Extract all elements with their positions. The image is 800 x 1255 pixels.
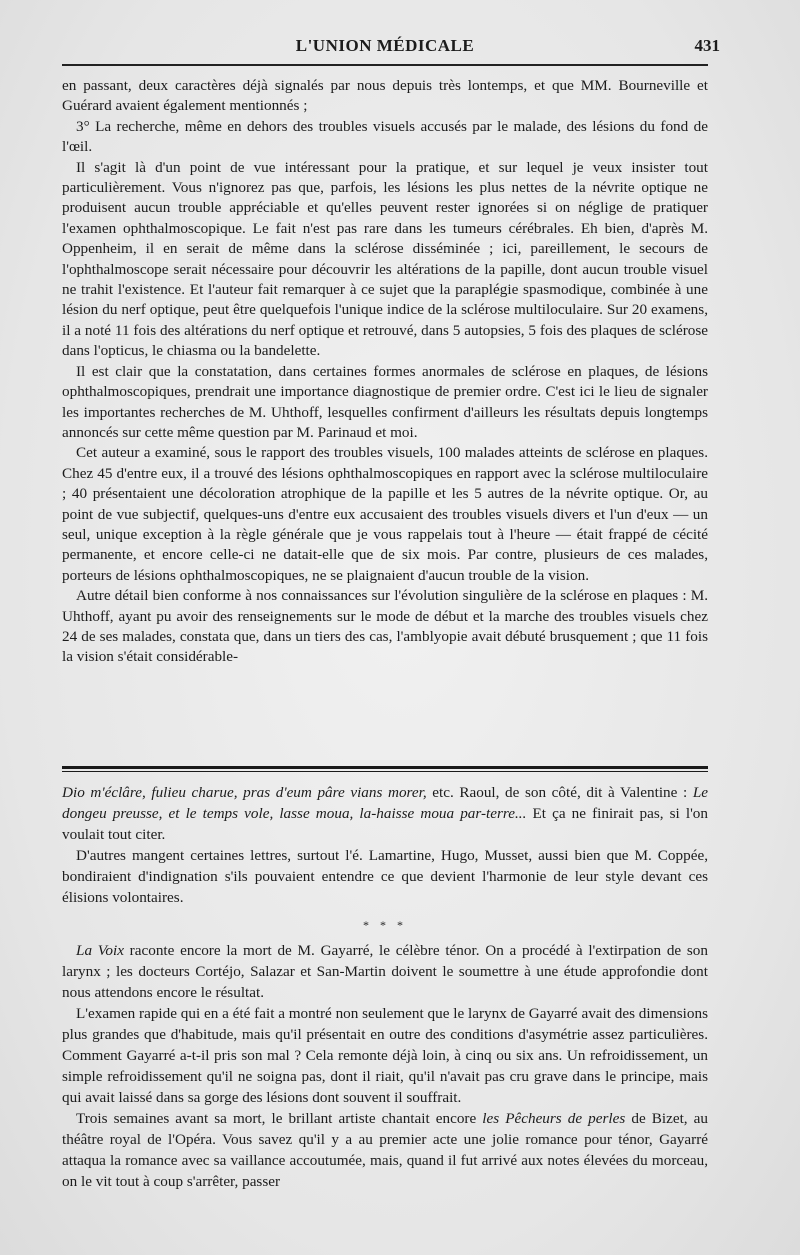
text-segment: de Bizet, au théâtre royal de l'Opéra. Vous savez qu'il y a au premier acte une jolie romance pour ténor, Gayarré attaqua la romance avec sa vaillance accoutumée, mais, quand il fut arrivé aux notes élevées du morceau, on le vit tout à coup s'arrêter, passer (62, 1110, 708, 1190)
text-segment: Et ça ne finirait pas, si l'on voulait tout citer. (62, 805, 708, 843)
page-header (62, 34, 720, 62)
opera-title-italic: les Pêcheurs de perles (482, 1110, 626, 1127)
divider-thick-rule (62, 766, 708, 769)
paragraph-5: Cet auteur a examiné, sous le rapport des troubles visuels, 100 malades atteints de sclérose en plaques. Chez 45 d'entre eux, il a trouvé des lésions ophthalmoscopiques en rapport avec la sclérose multiloculaire ; 40 présentaient une décoloration atrophique de la papille et les 5 autres de la névrite optique. Or, au point de vue subjectif, quelques-uns d'entre eux accusaient des troubles visuels divers et l'un d'eux — un seul, unique exception à la règle générale que je vous rappelais tout à l'heure — était frappé de cécité permanente, et encore celle-ci ne datait-elle que de six mois. Par contre, plusieurs de ces malades, porteurs de lésions ophthalmoscopiques, ne se plaignaient d'aucun trouble de la vision. (62, 444, 708, 584)
feuilleton-paragraph-1 (62, 782, 708, 845)
paragraph-4: Il est clair que la constatation, dans certaines formes anormales de sclérose en plaques, de lésions ophthalmoscopiques, prendrait une importance diagnostique de premier ordre. C'est ici le lieu de signaler les importantes recherches de M. Uhthoff, lesquelles confirment d'ailleurs les résultats depuis longtemps annoncés sur cette même question par M. Parinaud et moi. (62, 362, 708, 441)
text-segment: etc. Raoul, de son côté, dit à Valentine : (426, 784, 693, 801)
feuilleton-text (62, 782, 708, 1192)
text-segment: raconte encore la mort de M. Gayarré, le célèbre ténor. On a procédé à l'extirpation de son larynx ; les docteurs Cortéjo, Salazar et San-Martin doivent le soumettre à une étude approfondie dont nous attendons encore le résultat. (62, 942, 708, 1001)
feuilleton-divider (62, 766, 708, 772)
paragraph-3: Il s'agit là d'un point de vue intéressant pour la pratique, et sur lequel je veux insister tout particulièrement. Vous n'ignorez pas que, parfois, les lésions les plus nettes de la névrite optique ne produisent aucun trouble appréciable et qu'elles peuvent rester ignorées si on néglige de pratiquer l'examen ophthalmoscopique. Le fait n'est pas rare dans les tumeurs cérébrales. Eh bien, d'après M. Oppenheim, il en serait de même dans la sclérose disséminée ; ici, pareillement, le secours de l'ophthalmoscope serait nécessaire pour découvrir les altérations de la papille, dont aucun trouble visuel ne trahit l'existence. Et l'auteur fait remarquer à ce sujet que la paraplégie spasmodique, combinée à une lésion du nerf optique, peut être quelquefois l'unique indice de la sclérose multiloculaire. Sur 20 examens, il a noté 11 fois des altérations du nerf optique et retrouvé, dans 5 autopsies, 5 fois des plaques de sclérose dans l'opticus, le chiasma ou la bandelette. (62, 158, 708, 360)
feuilleton-paragraph-4: L'examen rapide qui en a été fait a montré non seulement que le larynx de Gayarré avait des dimensions plus grandes que d'habitude, mais qu'il présentait en outre des conditions d'asymétrie assez particulières. Comment Gayarré a-t-il pris son mal ? Cela remonte déjà loin, à cinq ou six ans. Un refroidissement, un simple refroidissement qu'il ne soigna pas, dont il riait, qu'il n'avait pas cru grave dans le principe, mais qui avait laissé dans sa gorge des lésions dont souvent il souffrait. (62, 1005, 708, 1106)
quote-italic-2: Le dongeu preusse, et le temps vole, lasse moua, la-haisse moua par-terre... (62, 784, 708, 822)
paragraph-2: 3° La recherche, même en dehors des troubles visuels accusés par le malade, des lésions du fond de l'œil. (62, 117, 708, 156)
paragraph-6: Autre détail bien conforme à nos connaissances sur l'évolution singulière de la sclérose en plaques : M. Uhthoff, ayant pu avoir des renseignements sur le mode de début et la marche des troubles visuels chez 24 de ses malades, constata que, dans un tiers des cas, l'amblyopie avait débuté brusquement ; que 11 fois la vision s'était considérable- (62, 587, 708, 666)
section-separator-stars: * * * (363, 918, 407, 932)
feuilleton-paragraph-3 (62, 940, 708, 1003)
divider-thin-rule (62, 771, 708, 772)
main-text (62, 76, 708, 668)
running-title: L'UNION MÉDICALE (295, 36, 475, 55)
header-rule (62, 64, 708, 66)
quote-italic-1: Dio m'éclâre, fulieu charue, pras d'eum pâre vians morer, (62, 784, 427, 801)
feuilleton-paragraph-5 (62, 1108, 708, 1192)
feuilleton-paragraph-2: D'autres mangent certaines lettres, surtout l'é. Lamartine, Hugo, Musset, aussi bien que M. Coppée, bondiraient d'indignation s'ils pouvaient entendre ce que devient l'harmonie de leur style devant ces élisions volontaires. (62, 847, 708, 906)
journal-title-italic: La Voix (76, 942, 124, 959)
page-number: 431 (694, 36, 720, 55)
text-segment: Trois semaines avant sa mort, le brillant artiste chantait encore (76, 1110, 483, 1127)
paragraph-1: en passant, deux caractères déjà signalés par nous depuis très lontemps, et que MM. Bourneville et Guérard avaient également mentionnés ; (62, 77, 708, 115)
